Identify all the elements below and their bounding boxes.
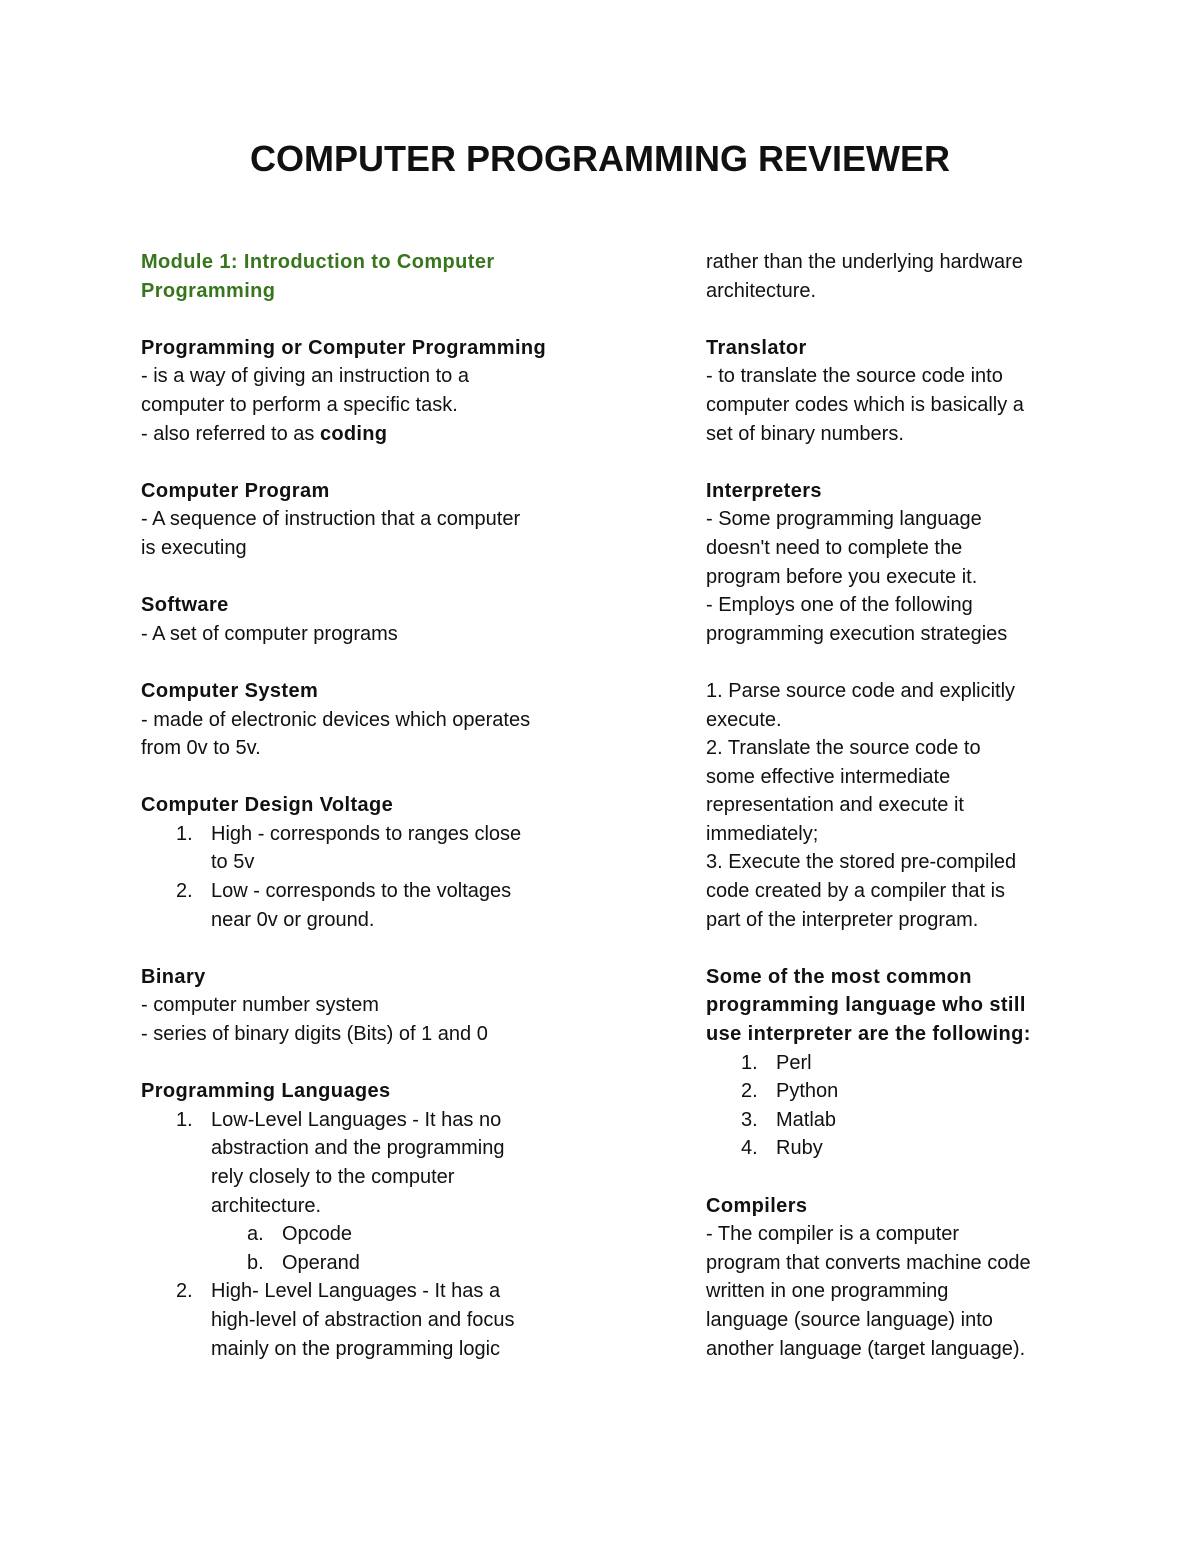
module-1-heading: [141, 248, 581, 305]
list-item: [706, 1077, 1076, 1106]
text-line: program before you execute it.: [706, 565, 978, 588]
compilers-section: [706, 1192, 1076, 1364]
text-line: - is a way of giving an instruction to a: [141, 365, 469, 388]
list-item: [141, 820, 581, 877]
list-item: [706, 1049, 1076, 1078]
text-line: set of binary numbers.: [706, 422, 904, 445]
list-marker: 2.: [176, 880, 193, 903]
text-line: program that converts machine code: [706, 1251, 1031, 1274]
text-line: High- Level Languages - It has a: [211, 1280, 501, 1303]
programming-section: [141, 334, 581, 448]
right-column: [706, 248, 1076, 1392]
list-marker: a.: [247, 1223, 264, 1246]
text-line: - A sequence of instruction that a computer: [141, 508, 521, 531]
text-line: - made of electronic devices which operates: [141, 708, 531, 731]
section-heading: programming language who still: [706, 994, 1026, 1017]
text-line: execute.: [706, 708, 782, 731]
list-marker: 1.: [176, 1108, 193, 1131]
computer-system-section: [141, 677, 581, 763]
translator-section: [706, 334, 1076, 448]
text-line: Operand: [282, 1251, 360, 1274]
module-heading-line-1: Module 1: Introduction to Computer: [141, 251, 495, 273]
list-item: [141, 1106, 581, 1220]
text-line: part of the interpreter program.: [706, 908, 979, 931]
text-line: doesn't need to complete the: [706, 536, 963, 559]
text-line: architecture.: [706, 279, 817, 302]
text-line: Low-Level Languages - It has no: [211, 1108, 502, 1131]
text-line: - The compiler is a computer: [706, 1223, 960, 1246]
text-fragment: - also referred to as: [141, 422, 320, 445]
text-line: programming execution strategies: [706, 622, 1008, 645]
text-line: immediately;: [706, 822, 819, 845]
text-line: computer codes which is basically a: [706, 393, 1024, 416]
list-marker: 1.: [176, 822, 193, 845]
text-line: rely closely to the computer: [211, 1166, 455, 1188]
text-line: - Some programming language: [706, 508, 982, 531]
section-heading: Computer Design Voltage: [141, 794, 394, 817]
text-line: - series of binary digits (Bits) of 1 and 0: [141, 1023, 488, 1046]
text-line: some effective intermediate: [706, 765, 951, 788]
list-marker: b.: [247, 1251, 264, 1274]
text-line: rather than the underlying hardware: [706, 251, 1023, 273]
section-heading: Some of the most common: [706, 965, 972, 988]
section-heading: Programming or Computer Programming: [141, 336, 547, 359]
text-line: near 0v or ground.: [211, 908, 375, 931]
binary-section: [141, 963, 581, 1049]
text-line: - to translate the source code into: [706, 365, 1003, 388]
text-line: computer to perform a specific task.: [141, 393, 458, 416]
text-line: architecture.: [211, 1194, 322, 1217]
text-line: - A set of computer programs: [141, 622, 398, 645]
text-line: - Employs one of the following: [706, 594, 973, 617]
text-line: language (source language) into: [706, 1308, 993, 1331]
text-line: High - corresponds to ranges close: [211, 822, 522, 845]
left-column: [141, 248, 581, 1392]
text-line: Python: [776, 1080, 839, 1103]
software-section: [141, 591, 581, 648]
execution-strategies: [706, 677, 1076, 934]
list-item: [141, 1277, 581, 1363]
interpreters-section: [706, 477, 1076, 649]
list-marker: 2.: [741, 1080, 758, 1103]
list-marker: 3.: [741, 1108, 758, 1131]
common-interpreted-languages-section: [706, 963, 1076, 1163]
module-heading-line-2: Programming: [141, 279, 276, 302]
bold-term: coding: [319, 422, 388, 445]
design-voltage-section: [141, 791, 581, 934]
text-line: to 5v: [211, 851, 255, 874]
section-heading: Interpreters: [706, 479, 822, 502]
text-line: Opcode: [282, 1223, 353, 1246]
programming-languages-section: [141, 1077, 581, 1363]
text-line: representation and execute it: [706, 794, 964, 817]
section-heading: use interpreter are the following:: [706, 1023, 1031, 1046]
text-line: 3. Execute the stored pre-compiled: [706, 851, 1017, 874]
list-item: [706, 1134, 1076, 1163]
text-line: mainly on the programming logic: [211, 1337, 501, 1360]
section-heading: Binary: [141, 965, 206, 988]
text-line: Matlab: [776, 1108, 837, 1131]
sub-list-item: [141, 1249, 581, 1278]
section-heading: Programming Languages: [141, 1080, 391, 1103]
list-item: [141, 877, 581, 934]
text-line: Ruby: [776, 1137, 823, 1160]
sub-list-item: [141, 1220, 581, 1249]
text-line: 2. Translate the source code to: [706, 737, 981, 760]
text-line: code created by a compiler that is: [706, 880, 1006, 903]
text-line: 1. Parse source code and explicitly: [706, 679, 1016, 702]
list-marker: 2.: [176, 1280, 193, 1303]
section-heading: Computer System: [141, 679, 319, 702]
text-line: abstraction and the programming: [211, 1137, 505, 1160]
text-line: - computer number system: [141, 994, 379, 1017]
continuation-text: [706, 248, 1076, 305]
computer-program-section: [141, 477, 581, 563]
text-line: high-level of abstraction and focus: [211, 1308, 515, 1331]
section-heading: Computer Program: [141, 479, 330, 502]
text-line: is executing: [141, 536, 247, 559]
section-heading: Translator: [706, 336, 807, 359]
text-line: another language (target language).: [706, 1337, 1026, 1360]
text-line: written in one programming: [706, 1280, 949, 1303]
page-title: COMPUTER PROGRAMMING REVIEWER: [249, 138, 950, 179]
section-heading: Software: [141, 594, 229, 617]
list-marker: 4.: [741, 1137, 758, 1160]
list-marker: 1.: [741, 1051, 758, 1074]
text-line: Low - corresponds to the voltages: [211, 880, 512, 903]
text-line: Perl: [776, 1051, 812, 1074]
section-heading: Compilers: [706, 1194, 808, 1217]
text-line: from 0v to 5v.: [141, 737, 261, 760]
list-item: [706, 1106, 1076, 1135]
text-line: [141, 420, 581, 449]
